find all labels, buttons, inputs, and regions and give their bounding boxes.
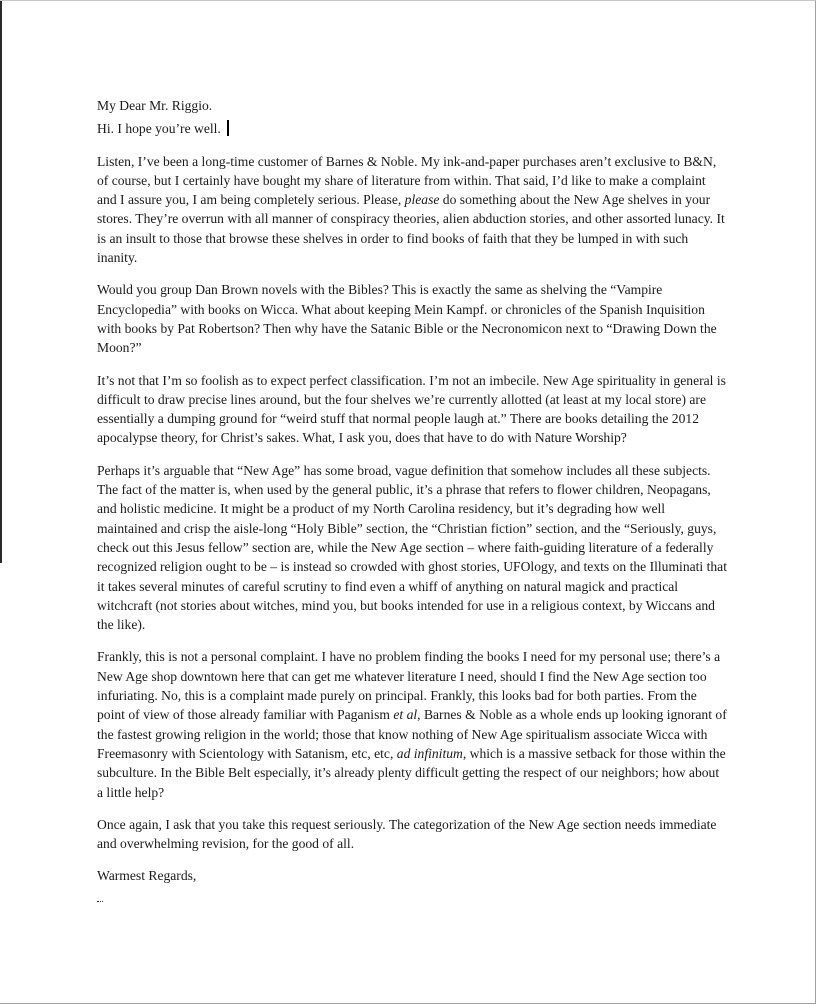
p1-emphasis: please — [404, 192, 440, 208]
text-cursor — [227, 120, 229, 136]
letter-body[interactable] — [97, 96, 727, 902]
p1-part2: do something about the New Age shelves in your stores. They’re overrun with all manner of conspiracy theories, alien abduction stories, and other assorted lunacy. It is an insult to those that browse these shelves in order to find books of faith that they be lumped in with such inanity. — [97, 192, 725, 266]
signature-placeholder-mark — [97, 900, 103, 902]
closing: Warmest Regards, — [97, 868, 197, 884]
paragraph-classification: It’s not that I’m so foolish as to expect perfect classification. I’m not an imbecile. New Age spirituality in general is difficult to draw precise lines around, but the four shelves we’re currently allotted (at least at my local store) are essentially a dumping ground for “weird stuff that normal people laugh at.” There are books detailing the 2012 apocalypse theory, for Christ’s sakes. What, I ask you, does that have to do with Nature Worship? — [97, 372, 726, 446]
paragraph-request: Once again, I ask that you take this request seriously. The categorization of the New Age section needs immediate and overwhelming revision, for the good of all. — [97, 816, 717, 852]
p5-ad-infinitum: ad infinitum — [396, 745, 463, 761]
greeting-text: Hi. I hope you’re well. — [97, 121, 221, 137]
p5-part2: , Barnes & Noble as a whole ends up looking ignorant of the fastest growing religion in the world; those that know nothing of New Age spiritualism associate Wicca with Freemasonry with Scientology with Satanism, etc, etc, — [97, 707, 727, 761]
paragraph-customer-intro — [97, 152, 727, 268]
paragraph-personal-complaint — [97, 647, 727, 801]
paragraph-comparison: Would you group Dan Brown novels with the Bibles? This is exactly the same as shelving the “Vampire Encyclopedia” with books on Wicca. What about keeping Mein Kampf. or chronicles of the Spanish Inquisition with books by Pat Robertson? Then why have the Satanic Bible or the Necronomicon next to “Drawing Down the Moon?” — [97, 282, 717, 356]
greeting-line — [97, 119, 727, 138]
p5-part3: , which is a massive setback for those within the subculture. In the Bible Belt especially, it’s already plenty difficult getting the respect of our neighbors; how about a little help? — [97, 745, 726, 800]
salutation: My Dear Mr. Riggio. — [97, 98, 213, 113]
page-edge-divider — [0, 1, 2, 563]
p5-et-al: et al — [393, 707, 418, 723]
paragraph-definition: Perhaps it’s arguable that “New Age” has some broad, vague definition that somehow includes all these subjects. The fact of the matter is, when used by the general public, it’s a phrase that refers to flower children, Neopagans, and holistic medicine. It might be a product of my North Carolina residency, but it’s degrading how well maintained and crisp the aisle-long “Holy Bible” section, the “Christian fiction” section, and the “Seriously, guys, check out this Jesus fellow” section are, while the New Age section – where faith-guiding literature of a federally recognized religion ought to be – is instead so crowded with ghost stories, UFOlogy, and texts on the Illuminati that it takes several minutes of careful scrutiny to find even a whiff of anything on natural magick and practical witchcraft (not stories about witches, mind you, but books intended for use in a religious context, by Wiccans and the like). — [97, 462, 727, 633]
p5-part1: Frankly, this is not a personal complaint. I have no problem finding the books I need for my personal use; there’s a New Age shop downtown here that can get me whatever literature I need, should I find the New Age section too infuriating. No, this is a complaint made purely on principal. Frankly, this looks bad for both parties. From the point of view of those already familiar with Paganism — [97, 649, 721, 723]
p1-part1: Listen, I’ve been a long-time customer of Barnes & Noble. My ink-and-paper purchases aren’t exclusive to B&N, of course, but I certainly have bought my share of literature from within. That said, I’d like to make a complaint and I assure you, I am being completely serious. Please, — [97, 153, 717, 208]
